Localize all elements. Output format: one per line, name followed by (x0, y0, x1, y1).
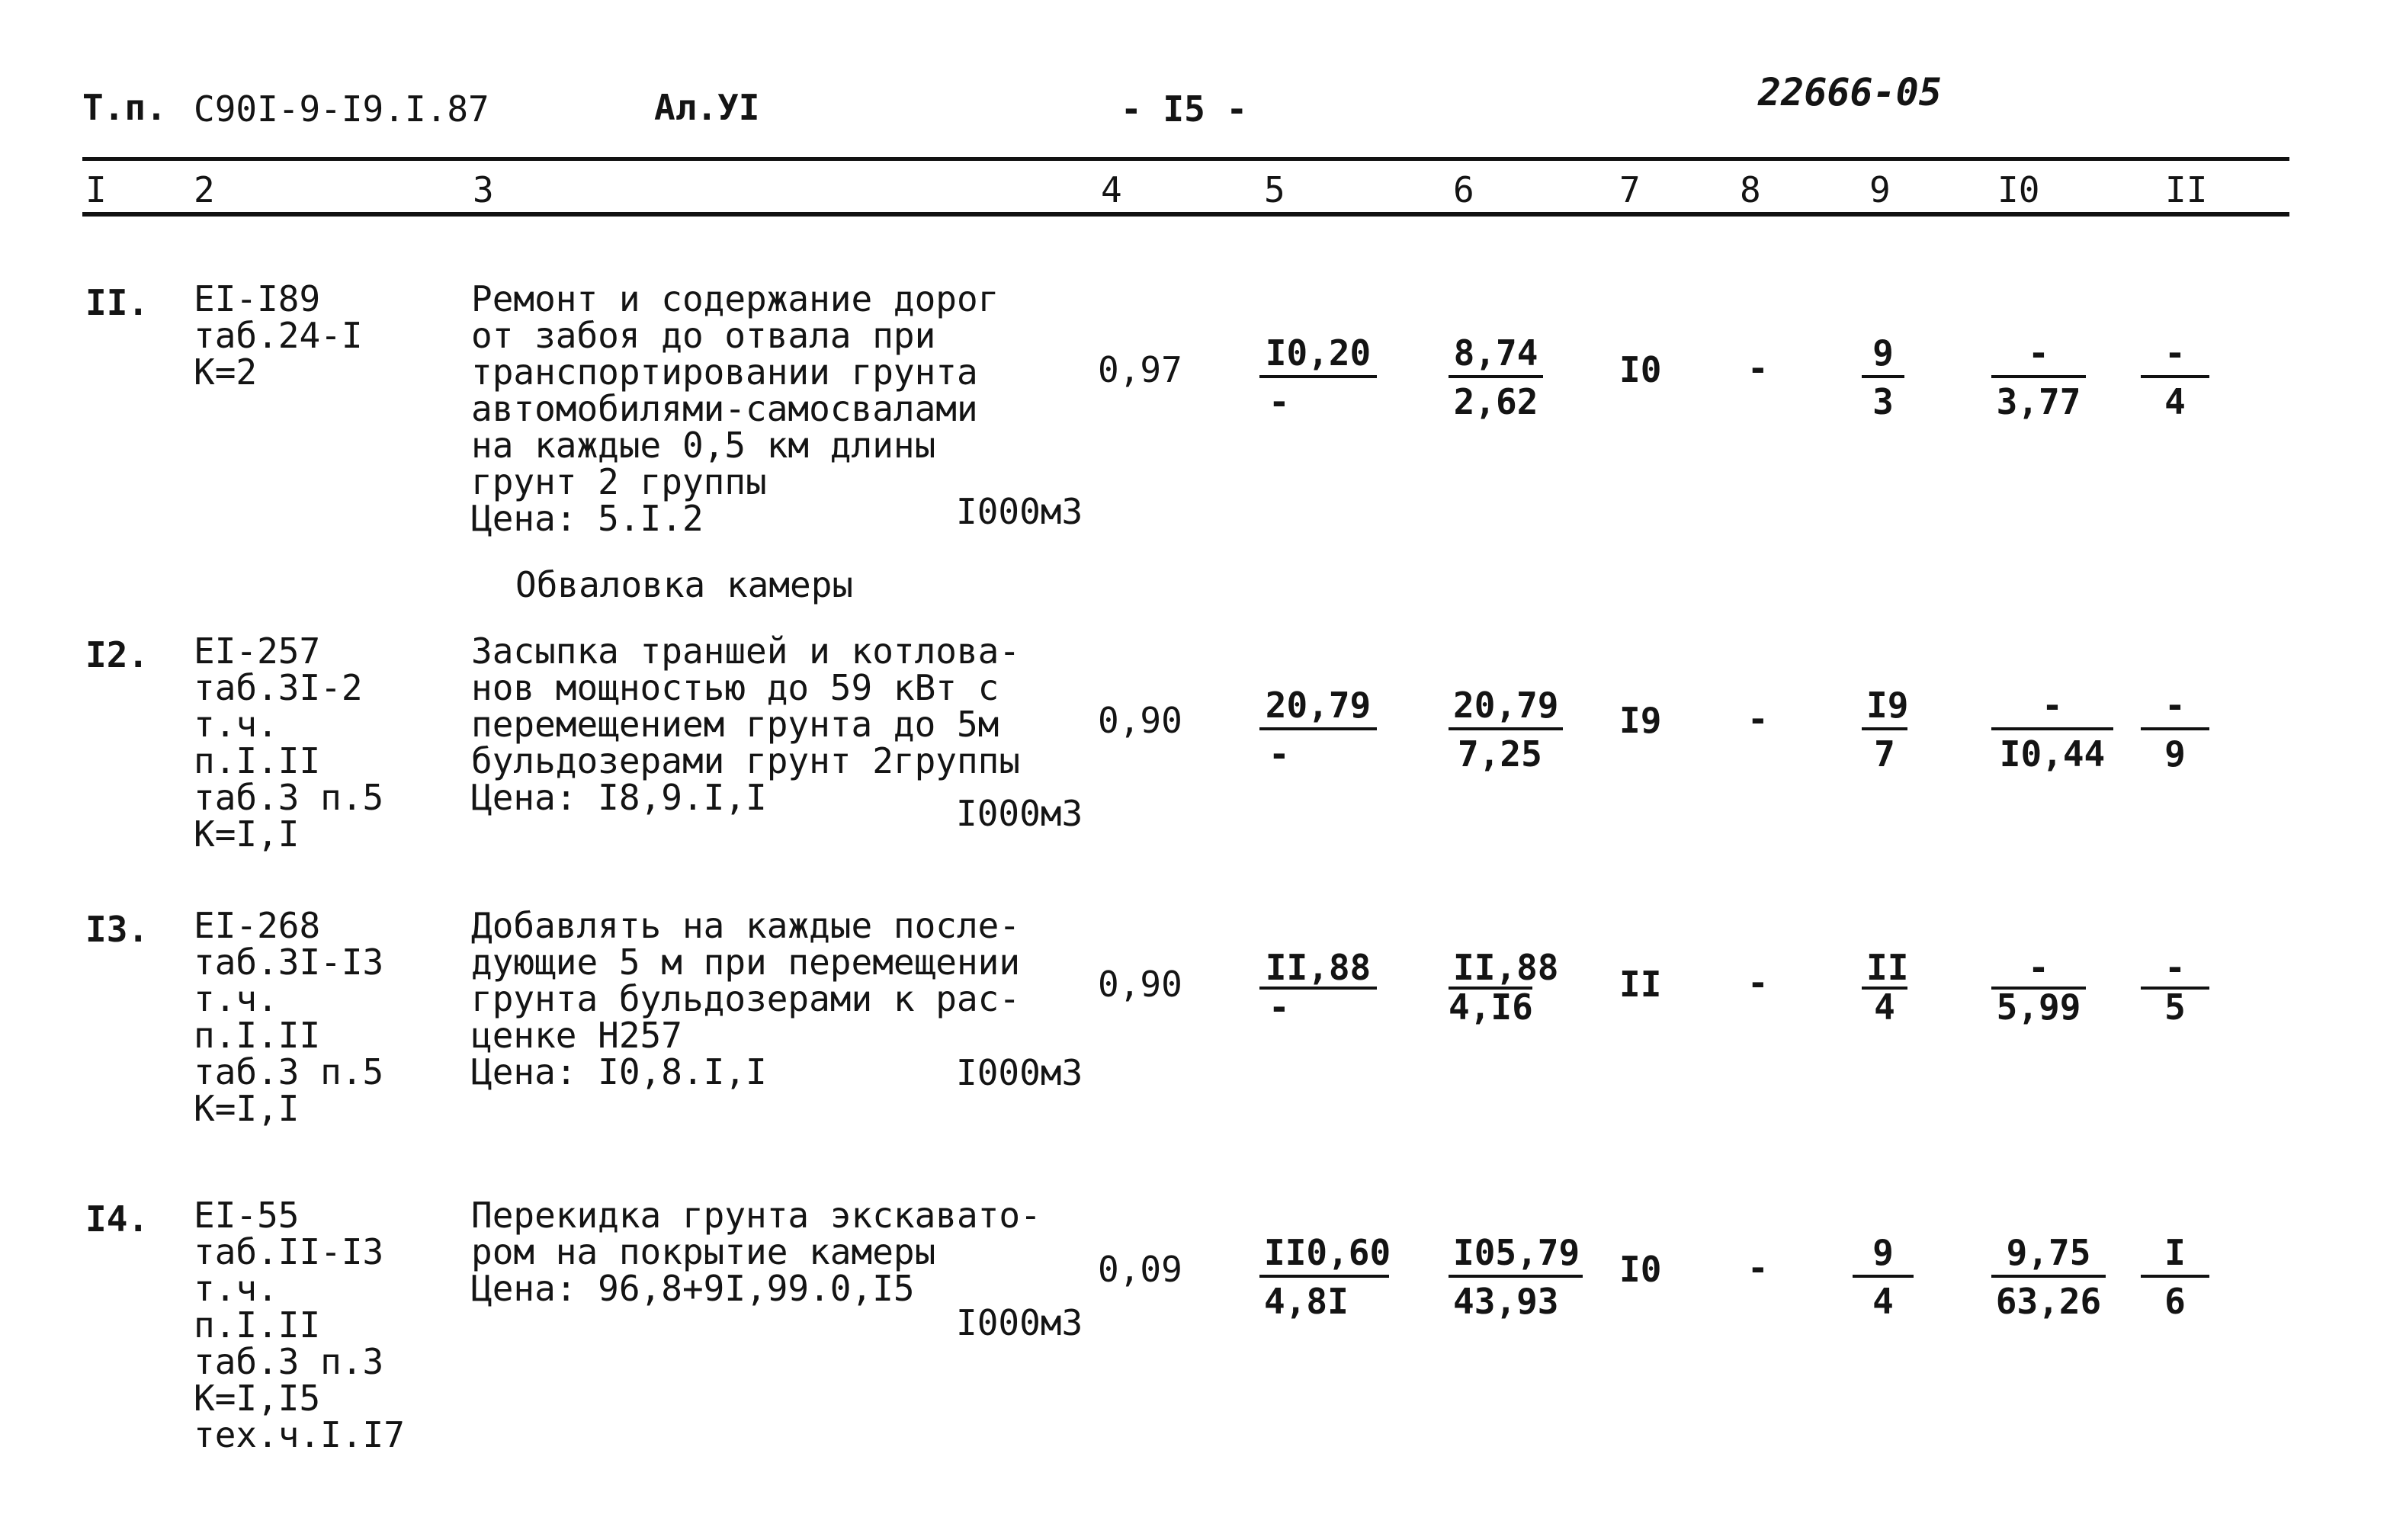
column-header: II (2165, 169, 2208, 210)
column-header: 8 (1740, 169, 1761, 210)
norm-code: EI-I89 таб.24-I К=2 (194, 278, 363, 393)
value-bottom: - (1269, 733, 1290, 775)
value-col-11 (2141, 947, 2209, 1028)
value-col-5 (1259, 947, 1377, 1028)
value-col-10 (1991, 332, 2086, 422)
value-col-8: - (1747, 962, 1769, 1003)
value-col-11 (2141, 685, 2209, 775)
norm-code: EI-268 таб.3I-I3 т.ч. п.I.II таб.3 п.5 К=I,I (194, 905, 384, 1129)
value-top: - (2141, 335, 2209, 378)
value-top: - (2141, 950, 2209, 990)
column-header: 4 (1101, 169, 1122, 210)
value-col-6 (1449, 947, 1559, 1028)
value-top: II,88 (1449, 950, 1532, 990)
unit: I000м3 (956, 1302, 1083, 1343)
column-header: 5 (1264, 169, 1285, 210)
value-top: II0,60 (1259, 1235, 1389, 1278)
column-header: I0 (1997, 169, 2040, 210)
value-col-7: I0 (1619, 1249, 1662, 1290)
value-bottom: 4 (1872, 1281, 1894, 1322)
value-col-5 (1259, 685, 1377, 775)
quantity: 0,90 (1098, 700, 1182, 741)
quantity: 0,09 (1098, 1249, 1182, 1290)
doc-prefix: Т.п. (82, 87, 167, 128)
value-top: I9 (1862, 688, 1907, 730)
quantity: 0,90 (1098, 964, 1182, 1005)
value-top: I0,20 (1259, 335, 1377, 378)
value-col-11 (2141, 1232, 2209, 1322)
value-top: 20,79 (1449, 688, 1563, 730)
value-top: - (1991, 335, 2086, 378)
value-col-8: - (1747, 1247, 1769, 1288)
value-col-10 (1991, 685, 2113, 775)
value-bottom: 3,77 (1996, 381, 2081, 422)
doc-code: С90I-9-I9.I.87 (194, 88, 489, 130)
value-top: 9 (1862, 335, 1904, 378)
work-description: Засыпка траншей и котлова- нов мощностью до 59 кВт с перемещением грунта до 5м бульдозерами грунт 2группы Цена: I8,9.I,I (471, 630, 1021, 818)
section-title: Обваловка камеры (515, 564, 854, 605)
column-header: 9 (1869, 169, 1891, 210)
quantity: 0,97 (1098, 349, 1182, 390)
value-bottom: 2,62 (1453, 381, 1538, 422)
value-bottom: 4 (2164, 381, 2186, 422)
value-bottom: 43,93 (1453, 1281, 1559, 1322)
inventory-number: 22666-05 (1758, 70, 1942, 114)
value-bottom: - (1269, 381, 1290, 422)
value-col-8: - (1747, 348, 1769, 389)
value-bottom: I0,44 (1999, 733, 2106, 775)
value-col-5 (1259, 1232, 1391, 1322)
value-top: 9 (1853, 1235, 1914, 1278)
norm-code: EI-257 таб.3I-2 т.ч. п.I.II таб.3 п.5 К=I,I (194, 630, 384, 855)
column-header: 7 (1619, 169, 1641, 210)
value-top: I (2141, 1235, 2209, 1278)
value-top: II,88 (1259, 950, 1377, 990)
value-col-7: I0 (1619, 349, 1662, 390)
value-col-11 (2141, 332, 2209, 422)
value-col-6 (1449, 332, 1543, 422)
value-col-7: II (1619, 964, 1662, 1005)
column-header: 6 (1453, 169, 1474, 210)
value-bottom: - (1269, 987, 1290, 1028)
value-col-6 (1449, 1232, 1583, 1322)
norm-code: EI-55 таб.II-I3 т.ч. п.I.II таб.3 п.3 К=I,I5 тех.ч.I.I7 (194, 1195, 405, 1455)
value-col-7: I9 (1619, 700, 1662, 741)
row-number: I4. (85, 1198, 149, 1240)
work-description: Добавлять на каждые после- дующие 5 м при перемещении грунта бульдозерами к рас- ценке Н257 Цена: I0,8.I,I (471, 905, 1021, 1092)
value-col-9 (1853, 1232, 1914, 1322)
value-col-10 (1991, 1232, 2106, 1322)
value-top: 9,75 (1991, 1235, 2106, 1278)
unit: I000м3 (956, 1052, 1083, 1093)
value-top: I05,79 (1449, 1235, 1583, 1278)
page-number: - I5 - (1121, 88, 1248, 130)
value-col-6 (1449, 685, 1563, 775)
value-bottom: 4,I6 (1449, 987, 1533, 1028)
header-rule-bottom (82, 212, 2289, 217)
column-header: 3 (473, 169, 494, 210)
value-bottom: 3 (1872, 381, 1894, 422)
value-top: - (2141, 688, 2209, 730)
value-top: II (1862, 950, 1907, 990)
value-top: - (1991, 950, 2086, 990)
header-rule-top (82, 157, 2289, 161)
value-col-9 (1862, 685, 1909, 775)
value-col-9 (1862, 332, 1904, 422)
value-bottom: 9 (2164, 733, 2186, 775)
work-description: Ремонт и содержание дорог от забоя до отвала при транспортировании грунта автомобилями-самосвалами на каждые 0,5 км длины грунт 2 группы Цена: 5.I.2 (471, 278, 999, 539)
value-top: - (1991, 688, 2113, 730)
value-bottom: 7 (1874, 733, 1895, 775)
value-bottom: 4,8I (1264, 1281, 1349, 1322)
value-bottom: 63,26 (1995, 1281, 2102, 1322)
column-header: 2 (194, 169, 215, 210)
row-number: I2. (85, 634, 149, 675)
value-bottom: 5,99 (1996, 987, 2081, 1028)
row-number: II. (85, 282, 149, 323)
album-label: Ал.УI (654, 87, 760, 128)
value-col-5 (1259, 332, 1377, 422)
value-bottom: 5 (2164, 987, 2186, 1028)
row-number: I3. (85, 909, 149, 950)
value-bottom: 7,25 (1458, 733, 1542, 775)
value-bottom: 6 (2164, 1281, 2186, 1322)
value-top: 20,79 (1259, 688, 1377, 730)
unit: I000м3 (956, 793, 1083, 834)
value-col-9 (1862, 947, 1909, 1028)
value-col-10 (1991, 947, 2086, 1028)
value-top: 8,74 (1449, 335, 1543, 378)
work-description: Перекидка грунта экскавато- ром на покрытие камеры Цена: 96,8+9I,99.0,I5 (471, 1195, 1041, 1309)
column-header: I (85, 169, 107, 210)
value-bottom: 4 (1874, 987, 1895, 1028)
unit: I000м3 (956, 491, 1083, 532)
value-col-8: - (1747, 698, 1769, 740)
